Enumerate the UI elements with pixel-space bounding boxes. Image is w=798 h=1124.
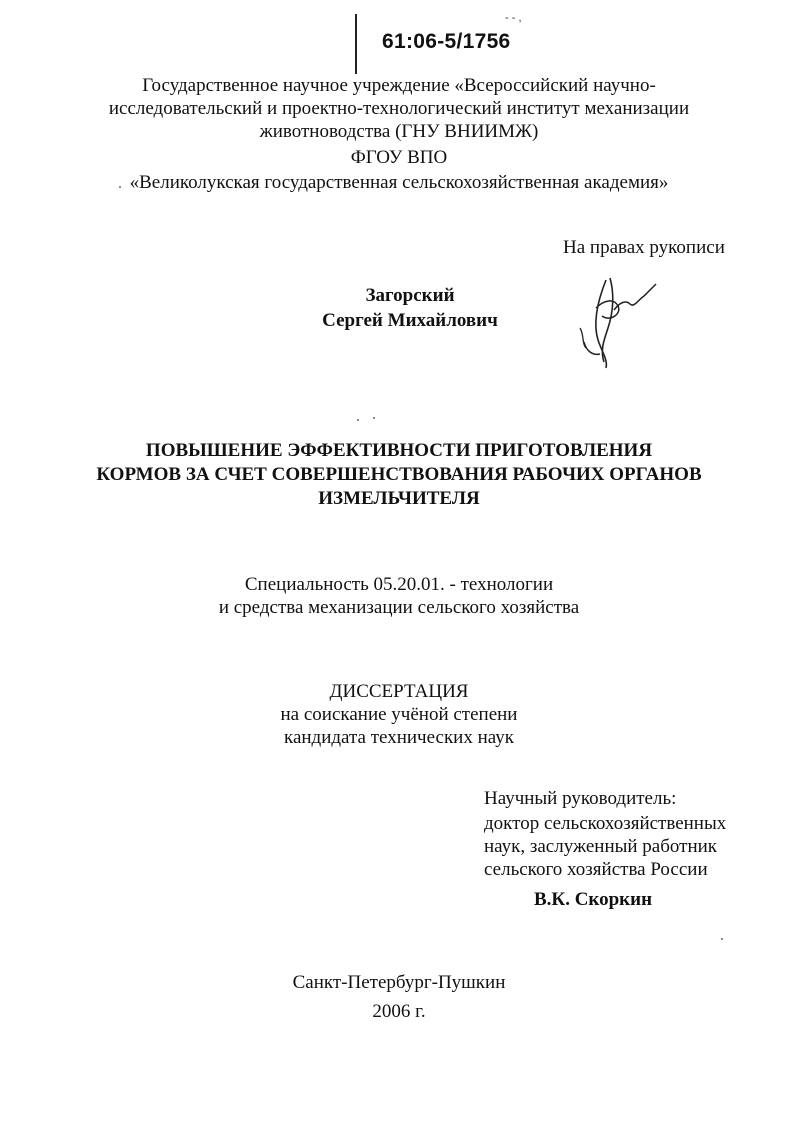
footer-city: Санкт-Петербург-Пушкин bbox=[292, 972, 506, 993]
specialty-line: Специальность 05.20.01. - технологии bbox=[244, 574, 554, 595]
stray-mark bbox=[119, 186, 121, 188]
stamp-specks: - - , bbox=[505, 12, 522, 24]
stray-mark bbox=[721, 938, 723, 940]
signature bbox=[570, 270, 660, 375]
supervisor-block bbox=[484, 787, 726, 911]
header-line: Государственное научное учреждение «Всероссийский научно- bbox=[142, 75, 656, 96]
stamp-bar bbox=[355, 14, 357, 74]
supervisor-label: Научный руководитель: bbox=[484, 788, 677, 809]
stray-mark bbox=[357, 419, 359, 421]
supervisor-line: сельского хозяйства России bbox=[484, 859, 708, 880]
author-block bbox=[250, 284, 570, 332]
header-line: ФГОУ ВПО bbox=[350, 147, 448, 168]
header-line: животноводства (ГНУ ВНИИМЖ) bbox=[259, 121, 539, 142]
institution-header bbox=[0, 74, 798, 194]
dissertation-block bbox=[0, 680, 798, 749]
header-line: «Великолукская государственная сельскохозяйственная академия» bbox=[129, 172, 669, 193]
catalog-code: 61:06-5/1756 bbox=[382, 30, 511, 53]
header-line: исследовательский и проектно-технологический институт механизации bbox=[108, 98, 690, 119]
supervisor-name: В.К. Скоркин bbox=[534, 889, 653, 910]
dissertation-title bbox=[0, 439, 798, 511]
specialty-block bbox=[0, 573, 798, 619]
footer-block bbox=[0, 968, 798, 1026]
degree-line: кандидата технических наук bbox=[284, 727, 514, 748]
specialty-line: и средства механизации сельского хозяйства bbox=[218, 597, 580, 618]
degree-line: на соискание учёной степени bbox=[280, 704, 518, 725]
author-given-names: Сергей Михайлович bbox=[322, 310, 498, 331]
stray-mark bbox=[373, 417, 375, 419]
dissertation-heading: ДИССЕРТАЦИЯ bbox=[329, 681, 469, 702]
author-surname: Загорский bbox=[365, 285, 455, 306]
supervisor-line: наук, заслуженный работник bbox=[484, 836, 718, 857]
title-line: ПОВЫШЕНИЕ ЭФФЕКТИВНОСТИ ПРИГОТОВЛЕНИЯ bbox=[145, 440, 653, 461]
manuscript-note: На правах рукописи bbox=[563, 237, 725, 258]
title-line: ИЗМЕЛЬЧИТЕЛЯ bbox=[318, 488, 480, 509]
footer-year: 2006 г. bbox=[372, 1001, 426, 1022]
title-line: КОРМОВ ЗА СЧЕТ СОВЕРШЕНСТВОВАНИЯ РАБОЧИХ ОРГАНОВ bbox=[96, 464, 702, 485]
supervisor-line: доктор сельскохозяйственных bbox=[484, 813, 727, 834]
